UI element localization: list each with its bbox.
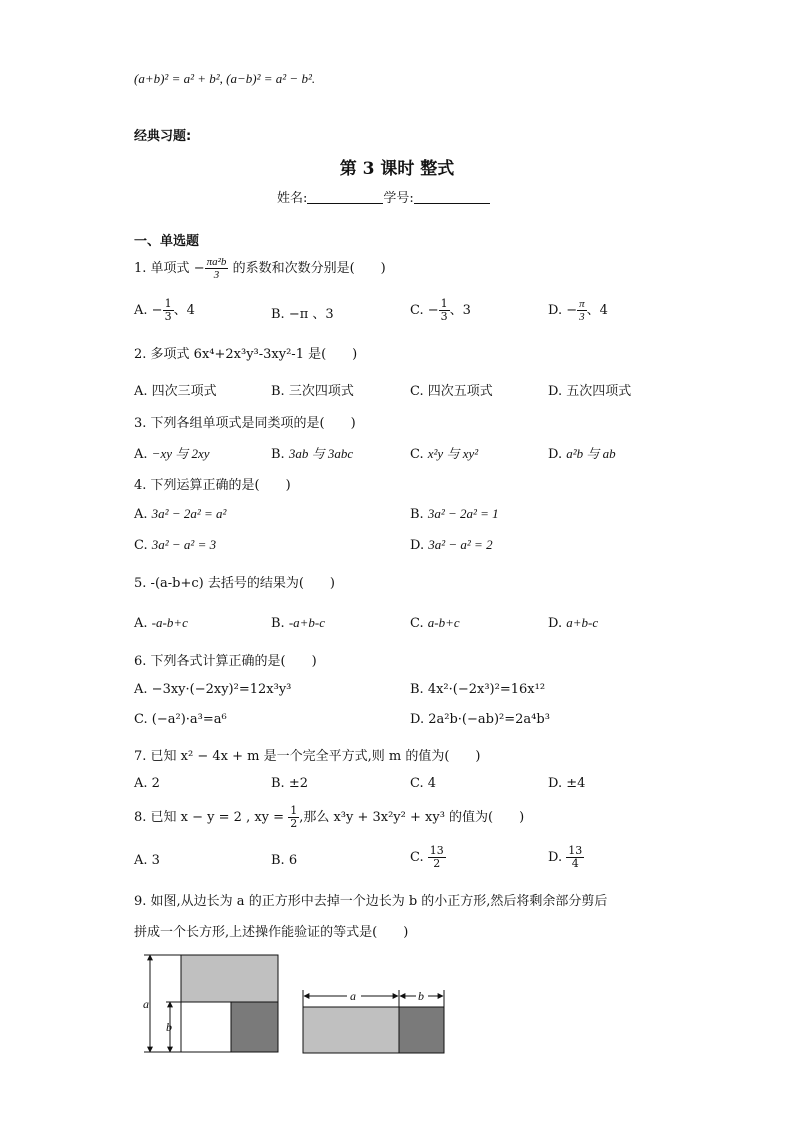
fraction-denominator: 3 bbox=[440, 310, 448, 323]
id-blank[interactable] bbox=[414, 191, 490, 204]
option-label: A. bbox=[134, 776, 148, 791]
option-text: -a-b+c bbox=[151, 615, 188, 630]
fraction-denominator: 3 bbox=[579, 311, 585, 323]
option-a[interactable] bbox=[134, 682, 291, 697]
id-label: 学号: bbox=[383, 191, 414, 206]
option-label: C. bbox=[410, 384, 424, 399]
option-text: x²y 与 xy² bbox=[427, 446, 479, 461]
option-label: A. bbox=[134, 303, 148, 318]
option-sign: − bbox=[427, 303, 439, 318]
option-text: 3 bbox=[151, 853, 160, 868]
fraction-numerator: 1 bbox=[290, 804, 298, 817]
option-label: D. bbox=[548, 384, 563, 399]
option-text: −3xy·(−2xy)²=12x³y³ bbox=[151, 682, 292, 697]
option-text: 4 bbox=[427, 776, 437, 791]
question-number: 4. bbox=[134, 478, 147, 493]
option-text: 3a² − 2a² = 1 bbox=[427, 506, 499, 521]
fraction-numerator: 13 bbox=[429, 844, 444, 857]
option-text: 2 bbox=[151, 776, 160, 791]
option-b[interactable] bbox=[410, 506, 499, 522]
option-label: B. bbox=[271, 776, 285, 791]
option-sign: − bbox=[151, 303, 163, 318]
fraction-numerator: 13 bbox=[568, 844, 583, 857]
option-c[interactable] bbox=[134, 712, 227, 727]
question-number: 1. bbox=[134, 261, 147, 276]
question-text: ,那么 x³y + 3x²y² + xy³ 的值为( ) bbox=[299, 810, 525, 825]
option-label: B. bbox=[271, 307, 285, 322]
question-2 bbox=[134, 343, 357, 362]
question-text: 的系数和次数分别是( ) bbox=[232, 261, 386, 276]
option-label: D. bbox=[410, 538, 425, 553]
option-c[interactable] bbox=[410, 845, 446, 870]
label-a-horizontal: a bbox=[350, 989, 356, 1003]
question-5 bbox=[134, 572, 335, 591]
option-label: B. bbox=[410, 507, 424, 522]
fraction-denominator: 3 bbox=[213, 269, 220, 281]
option-text: a-b+c bbox=[427, 615, 460, 630]
option-a[interactable] bbox=[134, 298, 195, 323]
option-text: 3a² − a² = 3 bbox=[151, 537, 217, 552]
fraction-denominator: 3 bbox=[164, 310, 172, 323]
option-label: C. bbox=[410, 776, 424, 791]
option-label: C. bbox=[410, 303, 424, 318]
option-text: 、4 bbox=[173, 303, 195, 318]
option-label: B. bbox=[271, 384, 285, 399]
option-a[interactable] bbox=[134, 615, 188, 631]
option-label: C. bbox=[410, 850, 424, 865]
question-number: 2. bbox=[134, 347, 147, 362]
option-sign: − bbox=[566, 303, 578, 318]
option-text: -a+b-c bbox=[288, 615, 326, 630]
fraction-numerator: 1 bbox=[164, 297, 172, 310]
name-label: 姓名: bbox=[277, 191, 308, 206]
option-b[interactable] bbox=[271, 776, 308, 791]
option-label: D. bbox=[548, 776, 563, 791]
option-label: D. bbox=[410, 712, 425, 727]
question-text: 单项式 bbox=[150, 261, 190, 276]
option-c[interactable] bbox=[410, 298, 471, 323]
option-text: 6 bbox=[288, 853, 298, 868]
option-a[interactable] bbox=[134, 380, 217, 399]
option-label: B. bbox=[271, 853, 285, 868]
option-label: C. bbox=[410, 616, 424, 631]
option-b[interactable] bbox=[271, 380, 354, 399]
top-formula: (a+b)² = a² + b², (a−b)² = a² − b². bbox=[134, 71, 316, 86]
option-a[interactable] bbox=[134, 506, 226, 522]
fraction-denominator: 4 bbox=[571, 857, 579, 870]
label-a-vertical: a bbox=[143, 997, 149, 1011]
option-text: ±2 bbox=[288, 776, 308, 791]
fraction-numerator: πa²b bbox=[206, 256, 227, 268]
option-d[interactable] bbox=[548, 443, 616, 462]
option-label: A. bbox=[134, 616, 148, 631]
option-a[interactable] bbox=[134, 776, 160, 791]
label-b-vertical: b bbox=[166, 1020, 172, 1034]
option-text: 、4 bbox=[586, 303, 608, 318]
section-label: 经典习题: bbox=[134, 129, 192, 144]
light-rect-right bbox=[303, 1007, 399, 1053]
option-text: a+b-c bbox=[566, 615, 599, 630]
option-text: 4x²·(−2x³)²=16x¹² bbox=[427, 682, 546, 697]
option-label: A. bbox=[134, 447, 148, 462]
dark-rect-right bbox=[399, 1007, 444, 1053]
question-7 bbox=[134, 745, 480, 764]
option-b[interactable] bbox=[410, 682, 545, 697]
question-text: -(a-b+c) 去括号的结果为( ) bbox=[150, 576, 335, 591]
option-c[interactable] bbox=[410, 380, 493, 399]
part-heading: 一、单选题 bbox=[134, 234, 200, 249]
question-4 bbox=[134, 474, 291, 493]
fraction-denominator: 2 bbox=[290, 817, 298, 830]
option-text: 3a² − a² = 2 bbox=[428, 537, 493, 552]
name-blank[interactable] bbox=[307, 191, 383, 204]
question-3 bbox=[134, 412, 356, 431]
option-text: 3ab 与 3abc bbox=[288, 446, 354, 461]
question-text: 下列各组单项式是同类项的是( ) bbox=[150, 416, 356, 431]
option-text: 2a²b·(−ab)²=2a⁴b³ bbox=[428, 712, 550, 727]
fraction-numerator: 1 bbox=[440, 297, 448, 310]
option-text: 四次五项式 bbox=[427, 384, 493, 399]
option-text: 、3 bbox=[449, 303, 471, 318]
option-label: A. bbox=[134, 384, 148, 399]
option-b[interactable] bbox=[271, 443, 353, 462]
option-d[interactable] bbox=[410, 537, 493, 553]
question-text: 下列运算正确的是( ) bbox=[150, 478, 291, 493]
option-text: −π 、3 bbox=[288, 307, 334, 322]
question-text: 下列各式计算正确的是( ) bbox=[150, 654, 317, 669]
question-text: 已知 x − y = 2 , xy = bbox=[150, 810, 285, 825]
option-label: A. bbox=[134, 507, 148, 522]
option-text: 四次三项式 bbox=[151, 384, 217, 399]
option-label: C. bbox=[134, 712, 148, 727]
option-b[interactable] bbox=[271, 615, 325, 631]
dark-square bbox=[231, 1002, 278, 1052]
option-label: C. bbox=[410, 447, 424, 462]
option-label: B. bbox=[271, 616, 285, 631]
question-text: 多项式 6x⁴+2x³y³-3xy²-1 是( ) bbox=[150, 347, 358, 362]
question-number: 8. bbox=[134, 810, 147, 825]
option-text: 三次四项式 bbox=[288, 384, 354, 399]
option-c[interactable] bbox=[134, 537, 216, 553]
option-text: −xy 与 2xy bbox=[151, 446, 210, 461]
light-rect-top bbox=[181, 955, 278, 1002]
option-text: (−a²)·a³=a⁶ bbox=[151, 712, 227, 727]
fraction-denominator: 2 bbox=[433, 857, 441, 870]
option-d[interactable] bbox=[548, 298, 608, 323]
option-c[interactable] bbox=[410, 615, 460, 631]
question-number: 6. bbox=[134, 654, 147, 669]
option-b[interactable] bbox=[271, 853, 297, 868]
question-1: 1. 单项式 − $\frac{\text{πa²b}}{3}$ 的系数和次数分别是( ) bbox=[134, 256, 386, 281]
student-info bbox=[277, 187, 490, 206]
option-label: A. bbox=[134, 853, 148, 868]
option-d[interactable] bbox=[548, 776, 585, 791]
question-number: 3. bbox=[134, 416, 147, 431]
option-label: D. bbox=[548, 850, 563, 865]
question-8 bbox=[134, 805, 524, 830]
option-c[interactable] bbox=[410, 443, 478, 462]
question-9-line-2: 拼成一个长方形,上述操作能验证的等式是( ) bbox=[134, 925, 409, 940]
option-d[interactable] bbox=[548, 845, 584, 870]
option-label: D. bbox=[548, 303, 563, 318]
fraction-numerator: π bbox=[579, 298, 585, 310]
option-label: D. bbox=[548, 447, 563, 462]
white-rect bbox=[181, 1002, 231, 1052]
option-label: D. bbox=[548, 616, 563, 631]
label-b-horizontal: b bbox=[418, 989, 424, 1003]
option-b[interactable] bbox=[271, 303, 334, 322]
question-text: 如图,从边长为 a 的正方形中去掉一个边长为 b 的小正方形,然后将剩余部分剪后 bbox=[150, 894, 608, 909]
question-number: 9. bbox=[134, 894, 147, 909]
option-text: ±4 bbox=[566, 776, 586, 791]
option-d[interactable] bbox=[548, 615, 598, 631]
question-number: 5. bbox=[134, 576, 147, 591]
option-label: B. bbox=[271, 447, 285, 462]
question-6 bbox=[134, 650, 317, 669]
option-a[interactable] bbox=[134, 443, 210, 462]
option-text: 五次四项式 bbox=[566, 384, 632, 399]
option-a[interactable] bbox=[134, 853, 160, 868]
page-title: 第 3 课时 整式 bbox=[339, 159, 455, 179]
option-text: a²b 与 ab bbox=[566, 446, 616, 461]
option-d[interactable] bbox=[548, 380, 631, 399]
option-label: A. bbox=[134, 682, 148, 697]
option-label: B. bbox=[410, 682, 424, 697]
option-label: C. bbox=[134, 538, 148, 553]
question-9 bbox=[134, 890, 607, 909]
option-text: 3a² − 2a² = a² bbox=[151, 506, 227, 521]
option-c[interactable] bbox=[410, 776, 436, 791]
square-figure bbox=[130, 950, 460, 1060]
question-number: 7. bbox=[134, 749, 147, 764]
option-d[interactable] bbox=[410, 712, 550, 727]
question-text: 已知 x² − 4x + m 是一个完全平方式,则 m 的值为( ) bbox=[150, 749, 481, 764]
